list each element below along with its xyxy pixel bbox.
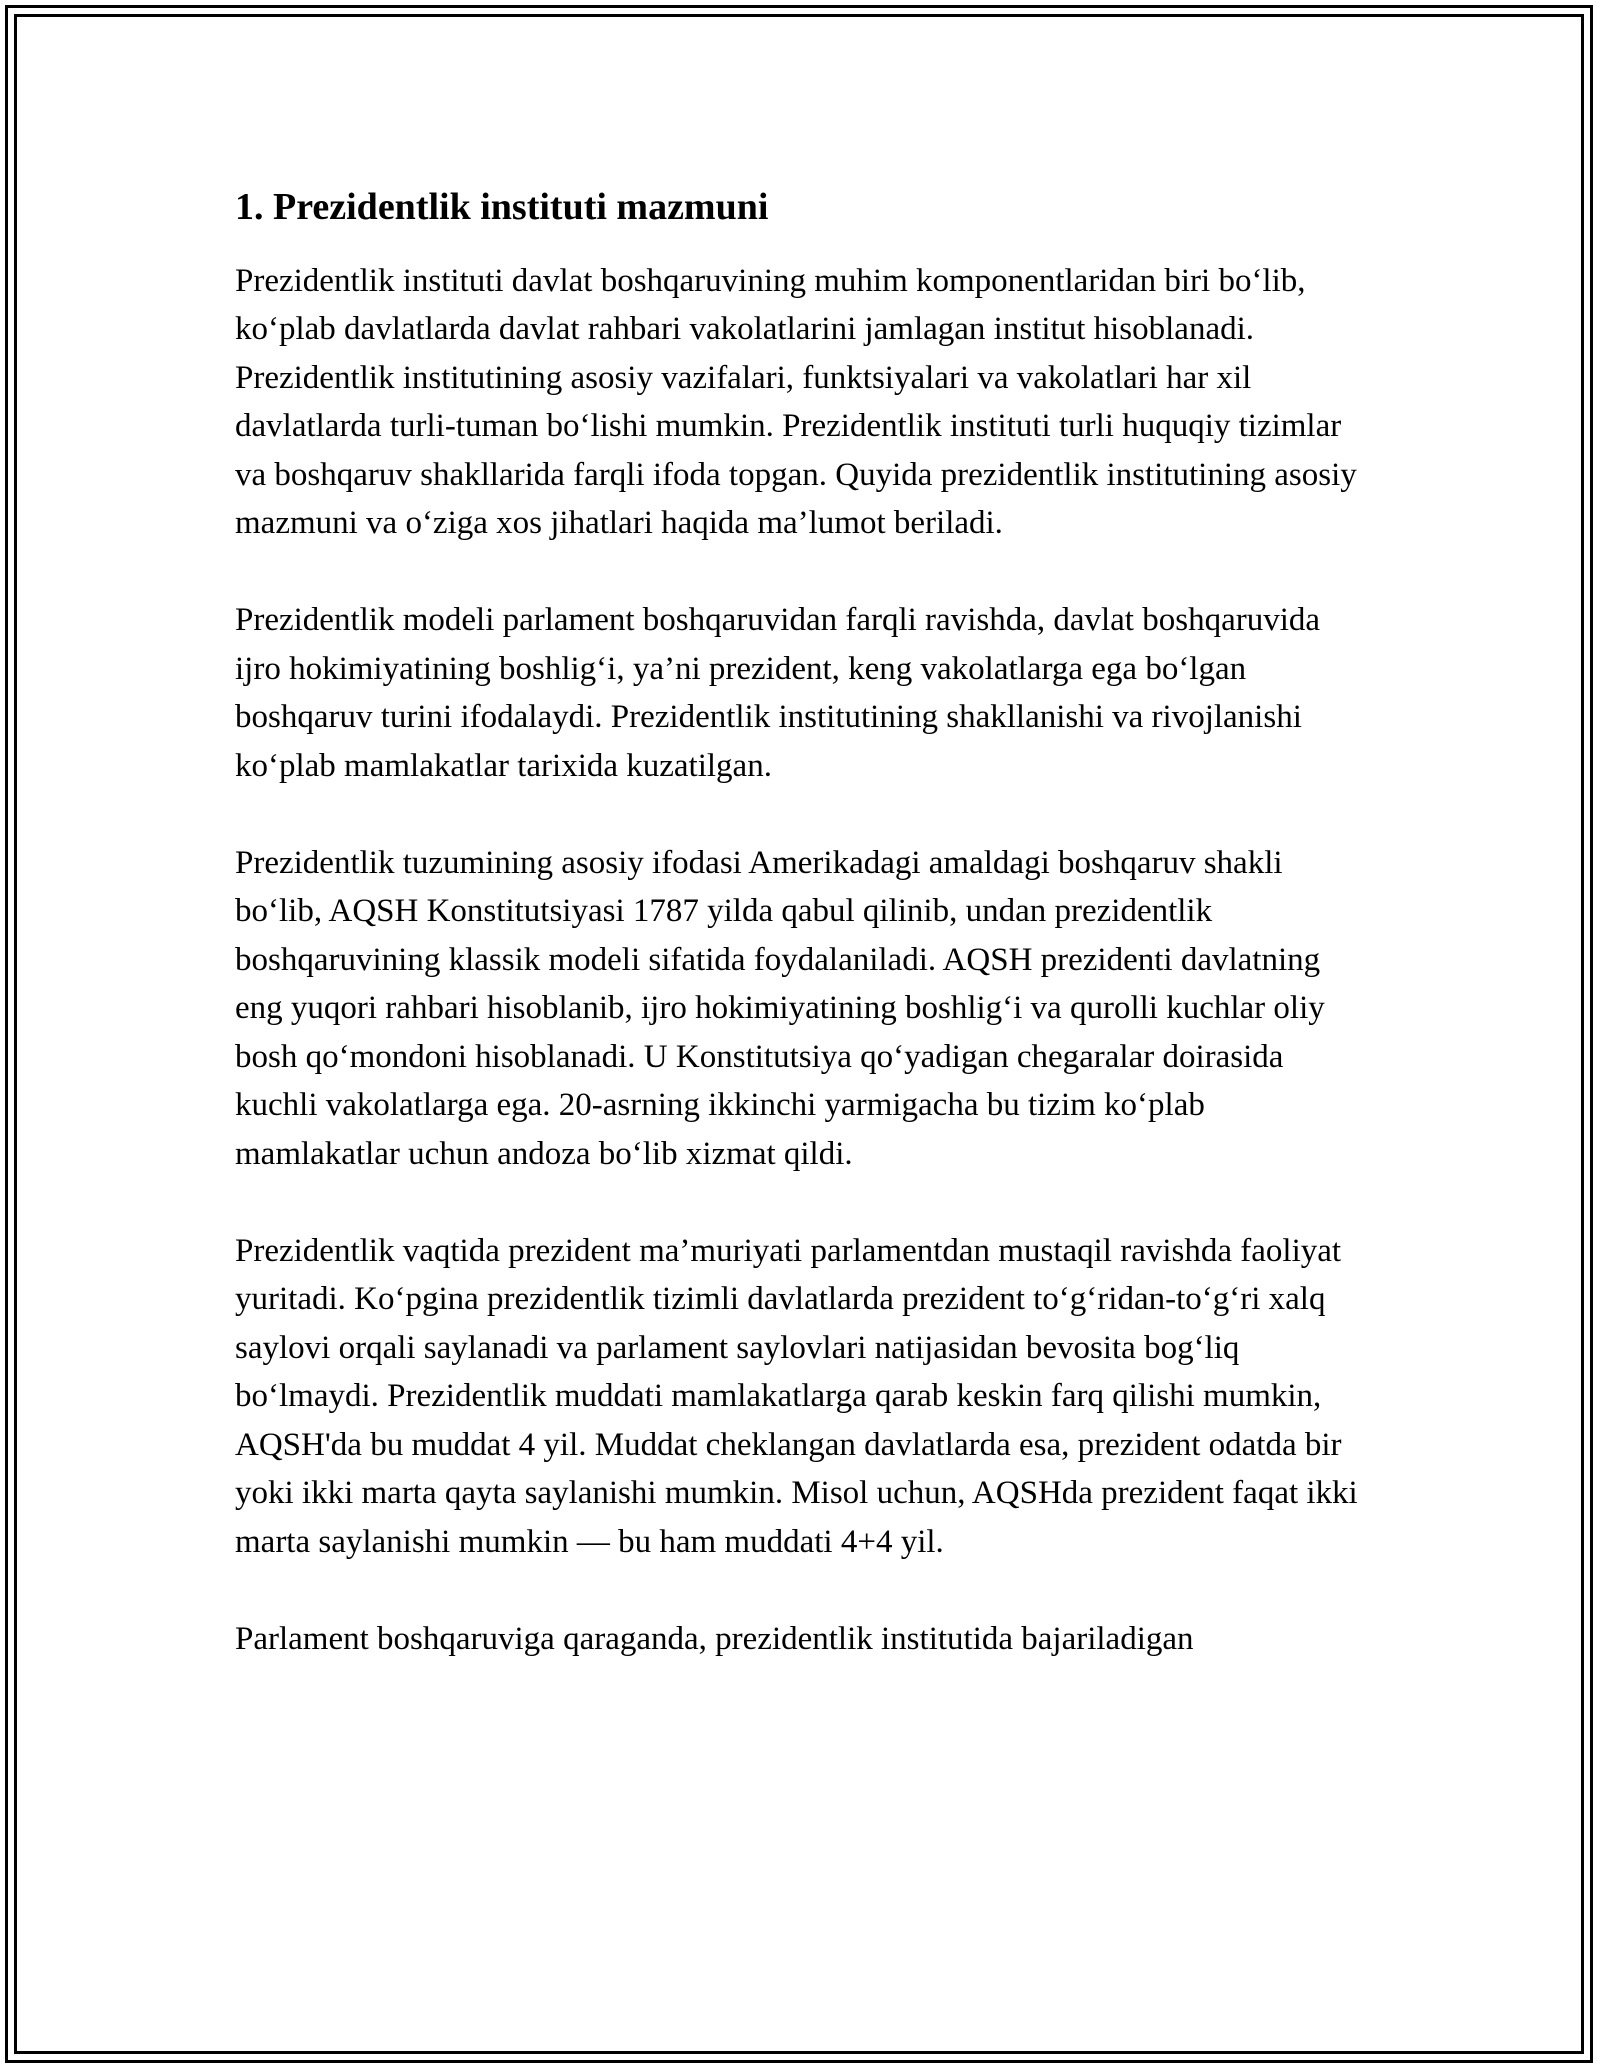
document-body [235,185,1365,1712]
paragraph-3: Prezidentlik tuzumining asosiy ifodasi Amerikadagi amaldagi boshqaruv shakli bo‘lib, AQSH Konstitutsiyasi 1787 yilda qabul qilinib, undan prezidentlik boshqaruvining klassik modeli sifatida foydalaniladi. AQSH prezidenti davlatning eng yuqori rahbari hisoblanib, ijro hokimiyatining boshlig‘i va qurolli kuchlar oliy bosh qo‘mondoni hisoblanadi. U Konstitutsiya qo‘yadigan chegaralar doirasida kuchli vakolatlarga ega. 20-asrning ikkinchi yarmigacha bu tizim ko‘plab mamlakatlar uchun andoza bo‘lib xizmat qildi. [235,844,1325,1172]
paragraph-5: Parlament boshqaruviga qaraganda, prezidentlik institutida bajariladigan [235,1620,1194,1657]
paragraph-4: Prezidentlik vaqtida prezident ma’muriyati parlamentdan mustaqil ravishda faoliyat yuritadi. Ko‘pgina prezidentlik tizimli davlatlarda prezident to‘g‘ridan-to‘g‘ri xalq saylovi orqali saylanadi va parlament saylovlari natijasidan bevosita bog‘liq bo‘lmaydi. Prezidentlik muddati mamlakatlarga qarab keskin farq qilishi mumkin, AQSH'da bu muddat 4 yil. Muddat cheklangan davlatlarda esa, prezident odatda bir yoki ikki marta qayta saylanishi mumkin. Misol uchun, AQSHda prezident faqat ikki marta saylanishi mumkin — bu ham muddati 4+4 yil. [235,1232,1358,1560]
section-heading: 1. Prezidentlik instituti mazmuni [235,186,769,228]
paragraph-1: Prezidentlik instituti davlat boshqaruvining muhim komponentlaridan biri bo‘lib, ko‘plab davlatlarda davlat rahbari vakolatlarini jamlagan institut hisoblanadi. Prezidentlik institutining asosiy vazifalari, funktsiyalari va vakolatlari har xil davlatlarda turli-tuman bo‘lishi mumkin. Prezidentlik instituti turli huquqiy tizimlar va boshqaruv shakllarida farqli ifoda topgan. Quyida prezidentlik institutining asosiy mazmuni va o‘ziga xos jihatlari haqida ma’lumot beriladi. [235,262,1357,542]
paragraph-2: Prezidentlik modeli parlament boshqaruvidan farqli ravishda, davlat boshqaruvida ijro hokimiyatining boshlig‘i, ya’ni prezident, keng vakolatlarga ega bo‘lgan boshqaruv turini ifodalaydi. Prezidentlik institutining shakllanishi va rivojlanishi ko‘plab mamlakatlar tarixida kuzatilgan. [235,602,1321,784]
